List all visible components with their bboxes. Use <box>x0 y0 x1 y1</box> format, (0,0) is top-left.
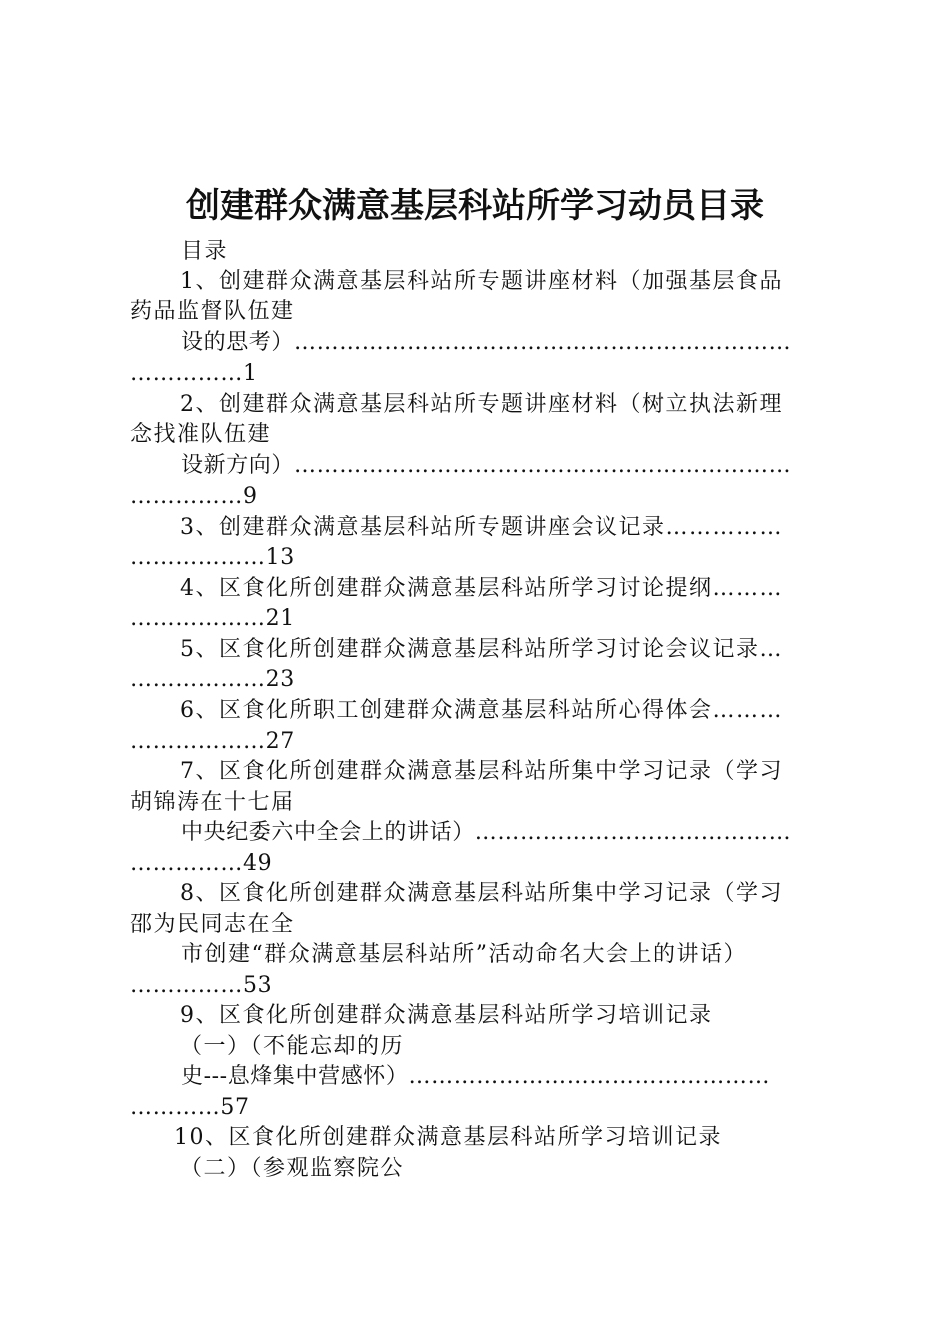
toc-entry-10-line-1: 10、区食化所创建群众满意基层科站所学习培训记录 <box>174 1125 722 1150</box>
toc-heading: 目录 <box>181 239 229 264</box>
toc-entry-8-page: ……………53 <box>130 973 273 998</box>
toc-entry-1-line-2: 药品监督队伍建 <box>130 299 295 324</box>
toc-entry-3-page: ………………13 <box>130 545 295 570</box>
toc-entry-3-line-1: 3、创建群众满意基层科站所专题讲座会议记录…………… <box>180 515 783 540</box>
toc-entry-8-line-1: 8、区食化所创建群众满意基层科站所集中学习记录（学习 <box>180 881 783 906</box>
toc-entry-9-line-3: 史---息烽集中营感怀）………………………………………… <box>181 1064 771 1089</box>
toc-entry-9-line-1: 9、区食化所创建群众满意基层科站所学习培训记录 <box>180 1003 713 1028</box>
toc-entry-8-line-3: 市创建“群众满意基层科站所”活动命名大会上的讲话） <box>181 942 747 967</box>
toc-entry-2-line-1: 2、创建群众满意基层科站所专题讲座材料（树立执法新理 <box>180 392 783 417</box>
toc-entry-4-page: ………………21 <box>130 606 295 631</box>
toc-entry-1-page: ……………1 <box>130 361 258 386</box>
toc-entry-4-line-1: 4、区食化所创建群众满意基层科站所学习讨论提纲……… <box>180 576 783 601</box>
toc-entry-9-page: …………57 <box>130 1095 250 1120</box>
toc-entry-7-page: ……………49 <box>130 851 273 876</box>
toc-entry-6-line-1: 6、区食化所职工创建群众满意基层科站所心得体会……… <box>180 698 783 723</box>
toc-entry-7-line-3: 中央纪委六中全会上的讲话）…………………………………… <box>181 820 792 845</box>
toc-entry-5-line-1: 5、区食化所创建群众满意基层科站所学习讨论会议记录… <box>180 637 783 662</box>
toc-entry-5-page: ………………23 <box>130 667 295 692</box>
toc-entry-1-line-1: 1、创建群众满意基层科站所专题讲座材料（加强基层食品 <box>180 269 783 294</box>
toc-entry-7-line-1: 7、区食化所创建群众满意基层科站所集中学习记录（学习 <box>180 759 783 784</box>
document-title: 创建群众满意基层科站所学习动员目录 <box>186 186 764 226</box>
toc-entry-8-line-2: 邵为民同志在全 <box>130 912 295 937</box>
toc-entry-2-line-2: 念找准队伍建 <box>130 422 272 447</box>
toc-entry-9-line-2: （一）（不能忘却的历 <box>180 1034 405 1059</box>
toc-entry-2-line-3: 设新方向）………………………………………………………… <box>181 453 792 478</box>
toc-entry-10-line-2: （二）（参观监察院公 <box>180 1156 405 1181</box>
toc-entry-6-page: ………………27 <box>130 729 295 754</box>
toc-entry-2-page: ……………9 <box>130 484 258 509</box>
toc-entry-7-line-2: 胡锦涛在十七届 <box>130 790 295 815</box>
toc-entry-1-line-3: 设的思考）………………………………………………………… <box>181 330 792 355</box>
